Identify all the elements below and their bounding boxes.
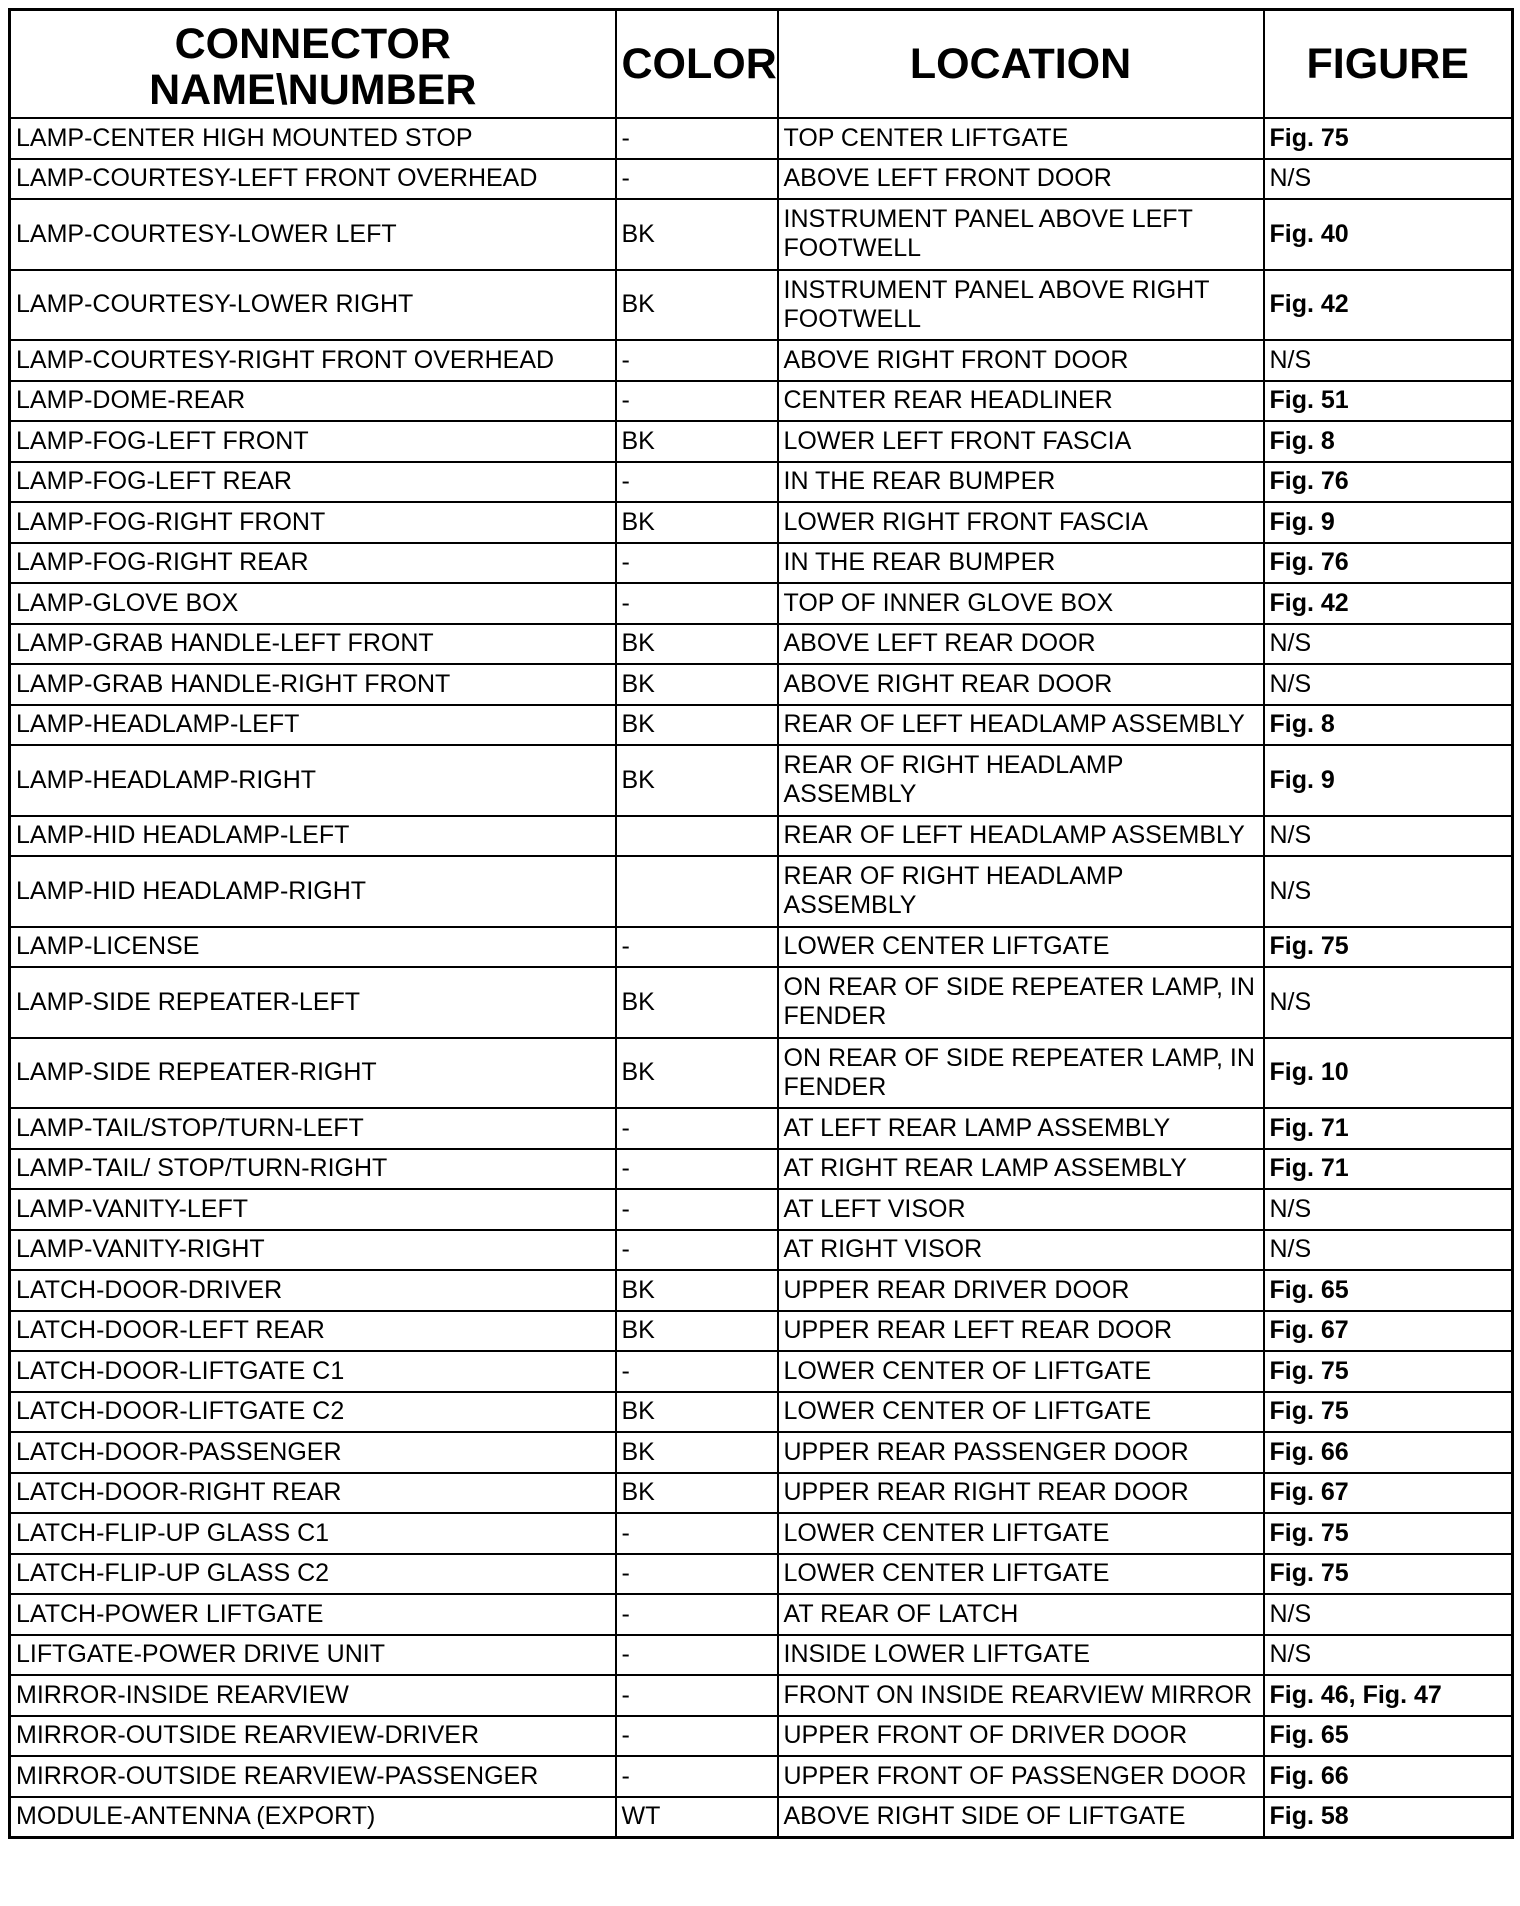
cell-color: - xyxy=(616,381,778,422)
cell-connector-name: LAMP-CENTER HIGH MOUNTED STOP xyxy=(10,118,616,159)
table-row xyxy=(10,1038,1513,1109)
header-connector-name xyxy=(10,10,616,119)
cell-figure: N/S xyxy=(1264,159,1513,200)
cell-figure: N/S xyxy=(1264,624,1513,665)
cell-connector-name: LATCH-DOOR-LEFT REAR xyxy=(10,1311,616,1352)
cell-color: BK xyxy=(616,1311,778,1352)
cell-connector-name: LAMP-HID HEADLAMP-RIGHT xyxy=(10,856,616,927)
cell-location: UPPER REAR PASSENGER DOOR xyxy=(778,1432,1264,1473)
cell-location: AT RIGHT VISOR xyxy=(778,1230,1264,1271)
cell-location: LOWER LEFT FRONT FASCIA xyxy=(778,421,1264,462)
cell-color: - xyxy=(616,927,778,968)
cell-connector-name: LAMP-COURTESY-LOWER RIGHT xyxy=(10,270,616,341)
cell-figure: Fig. 42 xyxy=(1264,270,1513,341)
cell-connector-name: LAMP-GLOVE BOX xyxy=(10,583,616,624)
cell-connector-name: LATCH-DOOR-LIFTGATE C1 xyxy=(10,1351,616,1392)
cell-color: - xyxy=(616,583,778,624)
cell-color: BK xyxy=(616,270,778,341)
cell-figure: Fig. 71 xyxy=(1264,1149,1513,1190)
cell-connector-name: LAMP-GRAB HANDLE-LEFT FRONT xyxy=(10,624,616,665)
table-row xyxy=(10,1797,1513,1838)
connector-table-container xyxy=(8,8,1511,1839)
cell-color: BK xyxy=(616,421,778,462)
cell-location: INSTRUMENT PANEL ABOVE LEFT FOOTWELL xyxy=(778,199,1264,270)
cell-color: BK xyxy=(616,664,778,705)
cell-figure: N/S xyxy=(1264,1635,1513,1676)
table-row xyxy=(10,421,1513,462)
cell-connector-name: LAMP-VANITY-RIGHT xyxy=(10,1230,616,1271)
table-row xyxy=(10,1473,1513,1514)
cell-location: ABOVE LEFT FRONT DOOR xyxy=(778,159,1264,200)
cell-connector-name: MIRROR-OUTSIDE REARVIEW-PASSENGER xyxy=(10,1756,616,1797)
cell-connector-name: LAMP-COURTESY-RIGHT FRONT OVERHEAD xyxy=(10,340,616,381)
cell-color: - xyxy=(616,1635,778,1676)
table-row xyxy=(10,159,1513,200)
cell-location: INSIDE LOWER LIFTGATE xyxy=(778,1635,1264,1676)
table-row xyxy=(10,1270,1513,1311)
cell-location: REAR OF LEFT HEADLAMP ASSEMBLY xyxy=(778,705,1264,746)
cell-figure: Fig. 75 xyxy=(1264,1392,1513,1433)
table-row xyxy=(10,1149,1513,1190)
cell-location: LOWER CENTER OF LIFTGATE xyxy=(778,1392,1264,1433)
cell-figure: Fig. 71 xyxy=(1264,1108,1513,1149)
cell-location: ABOVE RIGHT SIDE OF LIFTGATE xyxy=(778,1797,1264,1838)
cell-connector-name: LAMP-GRAB HANDLE-RIGHT FRONT xyxy=(10,664,616,705)
header-color: COLOR xyxy=(616,10,778,119)
cell-location: AT RIGHT REAR LAMP ASSEMBLY xyxy=(778,1149,1264,1190)
cell-connector-name: LAMP-SIDE REPEATER-RIGHT xyxy=(10,1038,616,1109)
cell-figure: Fig. 8 xyxy=(1264,421,1513,462)
cell-figure: Fig. 75 xyxy=(1264,1351,1513,1392)
table-row xyxy=(10,624,1513,665)
cell-figure: Fig. 75 xyxy=(1264,1513,1513,1554)
table-row xyxy=(10,118,1513,159)
cell-color: - xyxy=(616,1351,778,1392)
table-row xyxy=(10,502,1513,543)
table-row xyxy=(10,1635,1513,1676)
cell-connector-name: LAMP-HEADLAMP-RIGHT xyxy=(10,745,616,816)
cell-location: TOP OF INNER GLOVE BOX xyxy=(778,583,1264,624)
table-row xyxy=(10,1554,1513,1595)
table-row xyxy=(10,1432,1513,1473)
table-row xyxy=(10,381,1513,422)
table-row xyxy=(10,1108,1513,1149)
header-location: LOCATION xyxy=(778,10,1264,119)
header-row xyxy=(10,10,1513,119)
cell-color: BK xyxy=(616,1392,778,1433)
cell-connector-name: LATCH-POWER LIFTGATE xyxy=(10,1594,616,1635)
cell-connector-name: LAMP-FOG-RIGHT FRONT xyxy=(10,502,616,543)
table-row xyxy=(10,1311,1513,1352)
cell-color: BK xyxy=(616,967,778,1038)
cell-figure: Fig. 65 xyxy=(1264,1716,1513,1757)
table-row xyxy=(10,462,1513,503)
table-row xyxy=(10,1189,1513,1230)
cell-figure: Fig. 8 xyxy=(1264,705,1513,746)
cell-color xyxy=(616,856,778,927)
cell-figure: Fig. 75 xyxy=(1264,927,1513,968)
cell-figure: N/S xyxy=(1264,856,1513,927)
cell-connector-name: LAMP-COURTESY-LEFT FRONT OVERHEAD xyxy=(10,159,616,200)
cell-connector-name: LAMP-LICENSE xyxy=(10,927,616,968)
table-row xyxy=(10,1351,1513,1392)
cell-connector-name: MIRROR-OUTSIDE REARVIEW-DRIVER xyxy=(10,1716,616,1757)
table-body xyxy=(10,118,1513,1838)
cell-location: LOWER CENTER OF LIFTGATE xyxy=(778,1351,1264,1392)
table-row xyxy=(10,583,1513,624)
cell-color: BK xyxy=(616,1432,778,1473)
table-row xyxy=(10,967,1513,1038)
table-row xyxy=(10,1230,1513,1271)
cell-figure: Fig. 40 xyxy=(1264,199,1513,270)
cell-connector-name: LAMP-HEADLAMP-LEFT xyxy=(10,705,616,746)
cell-figure: Fig. 65 xyxy=(1264,1270,1513,1311)
cell-connector-name: MIRROR-INSIDE REARVIEW xyxy=(10,1675,616,1716)
cell-figure: N/S xyxy=(1264,816,1513,857)
cell-figure: Fig. 42 xyxy=(1264,583,1513,624)
cell-location: ON REAR OF SIDE REPEATER LAMP, IN FENDER xyxy=(778,1038,1264,1109)
cell-color: - xyxy=(616,1675,778,1716)
cell-location: INSTRUMENT PANEL ABOVE RIGHT FOOTWELL xyxy=(778,270,1264,341)
cell-color: - xyxy=(616,118,778,159)
cell-location: IN THE REAR BUMPER xyxy=(778,543,1264,584)
cell-connector-name: LAMP-FOG-RIGHT REAR xyxy=(10,543,616,584)
cell-color: - xyxy=(616,543,778,584)
cell-color: BK xyxy=(616,502,778,543)
cell-figure: Fig. 76 xyxy=(1264,543,1513,584)
cell-color: BK xyxy=(616,1038,778,1109)
cell-figure: N/S xyxy=(1264,1230,1513,1271)
cell-color: - xyxy=(616,1189,778,1230)
cell-location: LOWER RIGHT FRONT FASCIA xyxy=(778,502,1264,543)
cell-color: BK xyxy=(616,199,778,270)
table-row xyxy=(10,705,1513,746)
cell-connector-name: LATCH-FLIP-UP GLASS C2 xyxy=(10,1554,616,1595)
cell-connector-name: LAMP-FOG-LEFT REAR xyxy=(10,462,616,503)
cell-color: BK xyxy=(616,705,778,746)
cell-figure: N/S xyxy=(1264,1189,1513,1230)
cell-location: ABOVE RIGHT REAR DOOR xyxy=(778,664,1264,705)
table-row xyxy=(10,1513,1513,1554)
cell-color: - xyxy=(616,1108,778,1149)
cell-figure: Fig. 66 xyxy=(1264,1756,1513,1797)
cell-figure: Fig. 67 xyxy=(1264,1473,1513,1514)
table-row xyxy=(10,927,1513,968)
cell-location: ON REAR OF SIDE REPEATER LAMP, IN FENDER xyxy=(778,967,1264,1038)
cell-figure: N/S xyxy=(1264,664,1513,705)
table-row xyxy=(10,664,1513,705)
table-row xyxy=(10,745,1513,816)
table-row xyxy=(10,1594,1513,1635)
table-row xyxy=(10,1675,1513,1716)
table-row xyxy=(10,543,1513,584)
cell-location: AT LEFT REAR LAMP ASSEMBLY xyxy=(778,1108,1264,1149)
cell-color: BK xyxy=(616,1270,778,1311)
header-connector-name-text: CONNECTOR NAME\NUMBER xyxy=(149,20,477,114)
cell-figure: N/S xyxy=(1264,1594,1513,1635)
cell-figure: Fig. 51 xyxy=(1264,381,1513,422)
cell-location: REAR OF RIGHT HEADLAMP ASSEMBLY xyxy=(778,856,1264,927)
cell-connector-name: LAMP-SIDE REPEATER-LEFT xyxy=(10,967,616,1038)
cell-color: - xyxy=(616,1554,778,1595)
cell-connector-name: LATCH-DOOR-PASSENGER xyxy=(10,1432,616,1473)
cell-color: - xyxy=(616,1756,778,1797)
cell-location: ABOVE RIGHT FRONT DOOR xyxy=(778,340,1264,381)
cell-figure: N/S xyxy=(1264,967,1513,1038)
cell-connector-name: LAMP-TAIL/ STOP/TURN-RIGHT xyxy=(10,1149,616,1190)
cell-location: UPPER FRONT OF PASSENGER DOOR xyxy=(778,1756,1264,1797)
connector-table xyxy=(8,8,1514,1839)
cell-color xyxy=(616,816,778,857)
cell-location: UPPER REAR LEFT REAR DOOR xyxy=(778,1311,1264,1352)
cell-location: LOWER CENTER LIFTGATE xyxy=(778,927,1264,968)
cell-color: - xyxy=(616,1716,778,1757)
table-row xyxy=(10,856,1513,927)
cell-location: REAR OF RIGHT HEADLAMP ASSEMBLY xyxy=(778,745,1264,816)
cell-connector-name: LAMP-FOG-LEFT FRONT xyxy=(10,421,616,462)
cell-figure: Fig. 75 xyxy=(1264,118,1513,159)
cell-connector-name: LATCH-FLIP-UP GLASS C1 xyxy=(10,1513,616,1554)
cell-location: REAR OF LEFT HEADLAMP ASSEMBLY xyxy=(778,816,1264,857)
cell-location: FRONT ON INSIDE REARVIEW MIRROR xyxy=(778,1675,1264,1716)
table-row xyxy=(10,1756,1513,1797)
cell-figure: N/S xyxy=(1264,340,1513,381)
cell-location: IN THE REAR BUMPER xyxy=(778,462,1264,503)
cell-location: LOWER CENTER LIFTGATE xyxy=(778,1554,1264,1595)
cell-location: LOWER CENTER LIFTGATE xyxy=(778,1513,1264,1554)
cell-color: - xyxy=(616,1149,778,1190)
cell-figure: Fig. 67 xyxy=(1264,1311,1513,1352)
cell-figure: Fig. 9 xyxy=(1264,502,1513,543)
cell-color: WT xyxy=(616,1797,778,1838)
table-row xyxy=(10,816,1513,857)
cell-connector-name: LATCH-DOOR-LIFTGATE C2 xyxy=(10,1392,616,1433)
cell-figure: Fig. 10 xyxy=(1264,1038,1513,1109)
cell-figure: Fig. 46, Fig. 47 xyxy=(1264,1675,1513,1716)
cell-figure: Fig. 76 xyxy=(1264,462,1513,503)
cell-color: - xyxy=(616,159,778,200)
cell-color: BK xyxy=(616,745,778,816)
cell-connector-name: LATCH-DOOR-RIGHT REAR xyxy=(10,1473,616,1514)
table-row xyxy=(10,1716,1513,1757)
table-row xyxy=(10,340,1513,381)
header-figure: FIGURE xyxy=(1264,10,1513,119)
cell-location: CENTER REAR HEADLINER xyxy=(778,381,1264,422)
cell-color: - xyxy=(616,340,778,381)
cell-figure: Fig. 9 xyxy=(1264,745,1513,816)
cell-connector-name: MODULE-ANTENNA (EXPORT) xyxy=(10,1797,616,1838)
cell-location: ABOVE LEFT REAR DOOR xyxy=(778,624,1264,665)
cell-connector-name: LAMP-HID HEADLAMP-LEFT xyxy=(10,816,616,857)
table-row xyxy=(10,1392,1513,1433)
cell-location: AT LEFT VISOR xyxy=(778,1189,1264,1230)
table-row xyxy=(10,199,1513,270)
cell-connector-name: LAMP-DOME-REAR xyxy=(10,381,616,422)
cell-location: TOP CENTER LIFTGATE xyxy=(778,118,1264,159)
cell-location: AT REAR OF LATCH xyxy=(778,1594,1264,1635)
cell-color: - xyxy=(616,1513,778,1554)
table-row xyxy=(10,270,1513,341)
cell-connector-name: LAMP-TAIL/STOP/TURN-LEFT xyxy=(10,1108,616,1149)
cell-connector-name: LAMP-VANITY-LEFT xyxy=(10,1189,616,1230)
cell-location: UPPER REAR RIGHT REAR DOOR xyxy=(778,1473,1264,1514)
cell-color: BK xyxy=(616,1473,778,1514)
cell-location: UPPER REAR DRIVER DOOR xyxy=(778,1270,1264,1311)
cell-figure: Fig. 75 xyxy=(1264,1554,1513,1595)
cell-figure: Fig. 58 xyxy=(1264,1797,1513,1838)
cell-location: UPPER FRONT OF DRIVER DOOR xyxy=(778,1716,1264,1757)
cell-figure: Fig. 66 xyxy=(1264,1432,1513,1473)
cell-color: - xyxy=(616,1594,778,1635)
cell-color: - xyxy=(616,1230,778,1271)
cell-connector-name: LIFTGATE-POWER DRIVE UNIT xyxy=(10,1635,616,1676)
cell-color: BK xyxy=(616,624,778,665)
cell-connector-name: LAMP-COURTESY-LOWER LEFT xyxy=(10,199,616,270)
cell-connector-name: LATCH-DOOR-DRIVER xyxy=(10,1270,616,1311)
cell-color: - xyxy=(616,462,778,503)
